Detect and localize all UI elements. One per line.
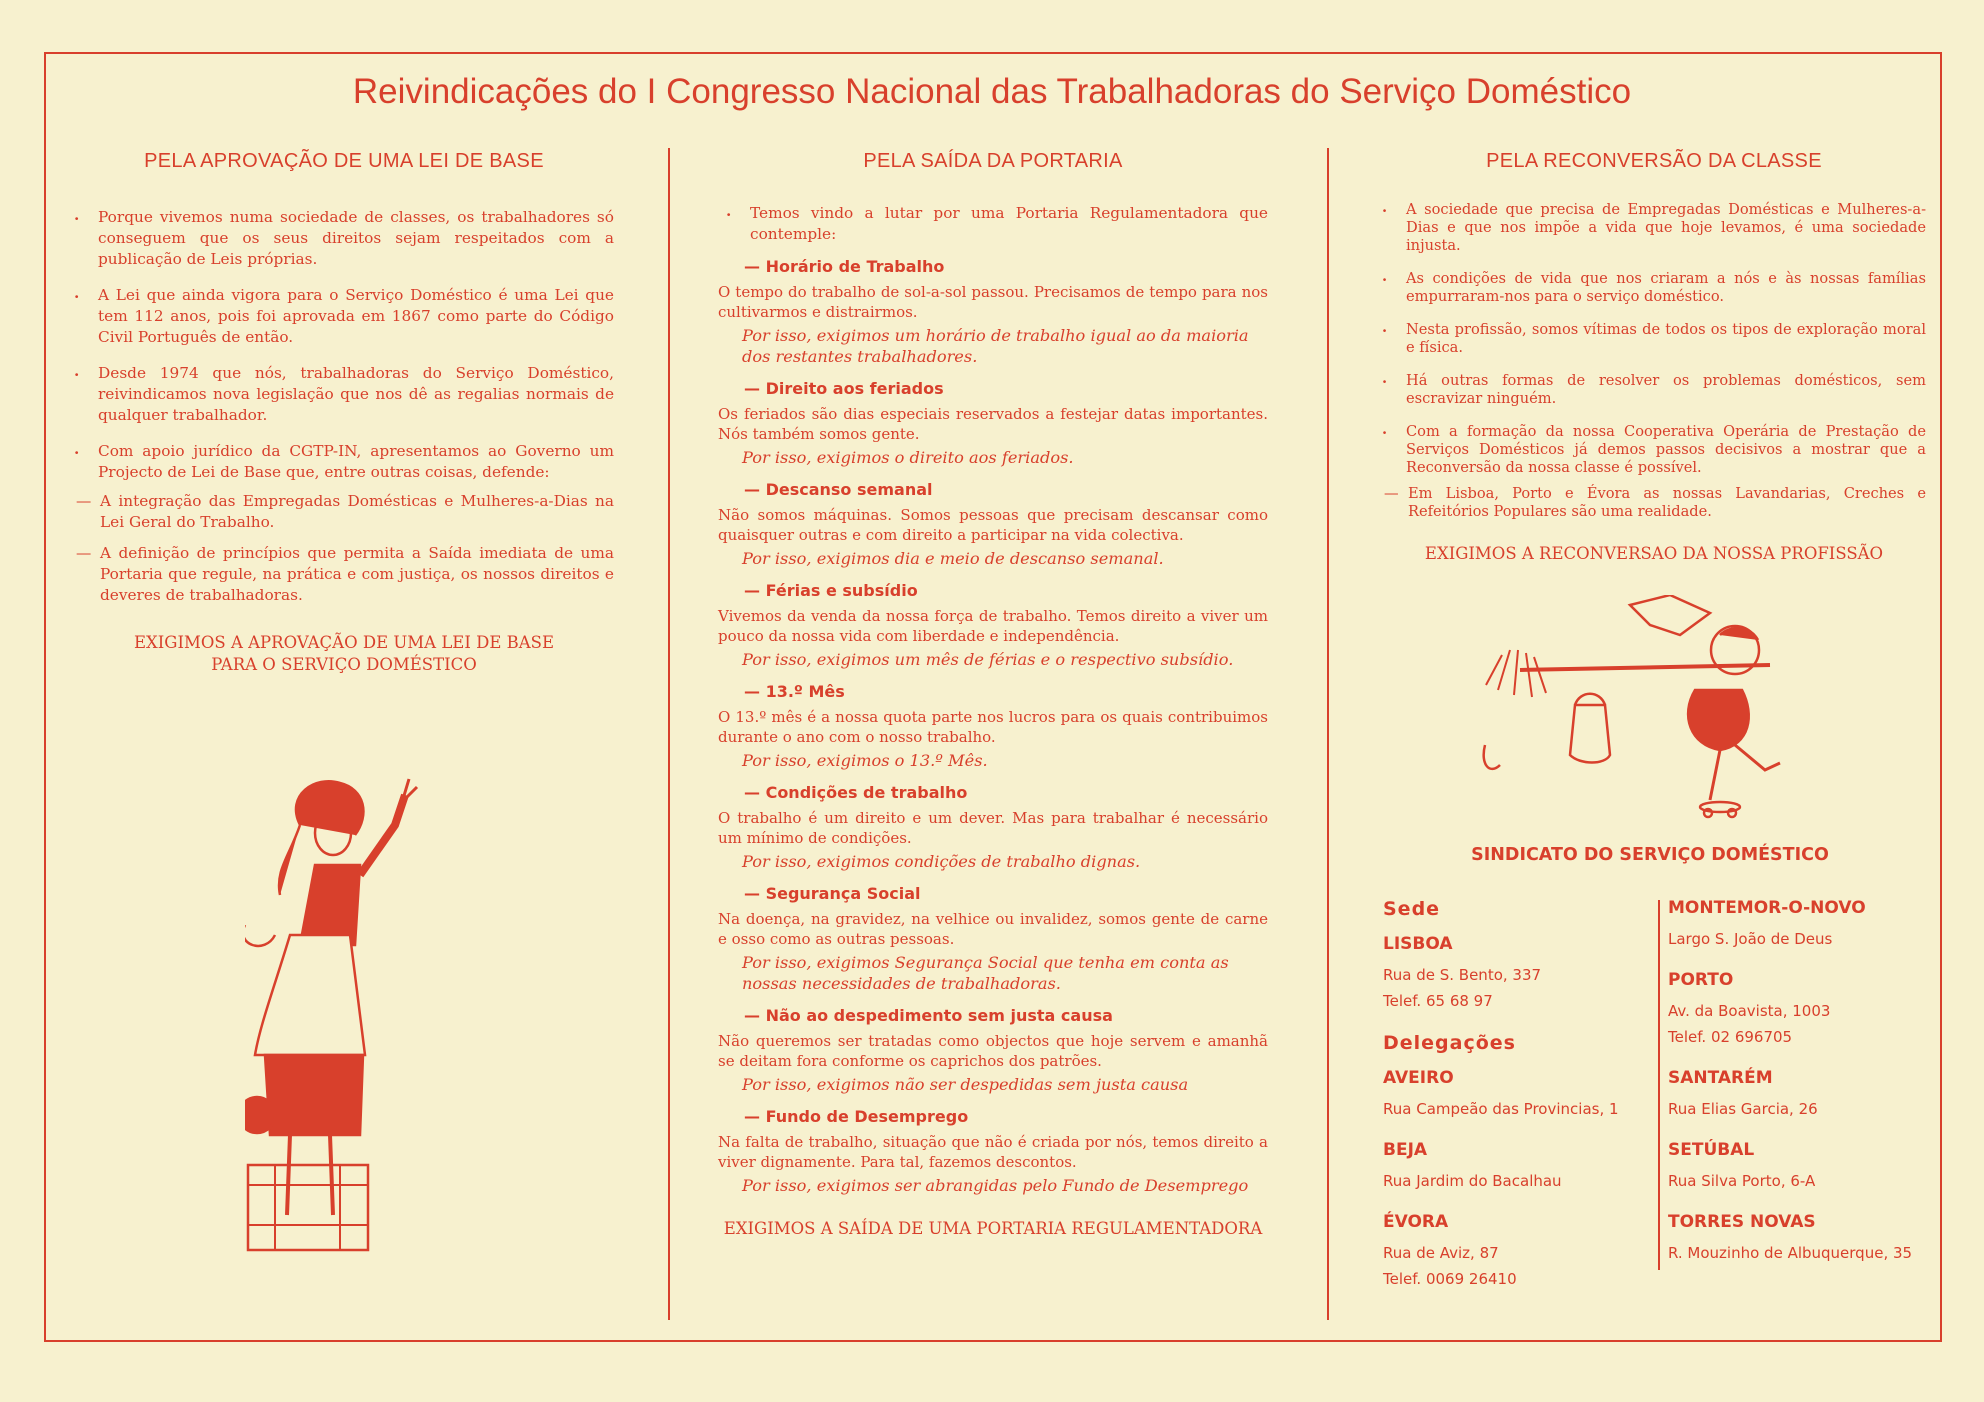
delegacao-city: TORRES NOVAS — [1668, 1212, 1816, 1232]
delegacao-city: SANTARÉM — [1668, 1068, 1773, 1088]
section-text: Os feriados são dias especiais reservados a festejar datas importantes. Nós também somos gente. — [718, 405, 1268, 443]
page-title: Reivindicações do I Congresso Nacional das Trabalhadoras do Serviço Doméstico — [352, 72, 1632, 111]
section-demand: Por isso, exigimos Segurança Social que tenha em conta as nossas necessidades de trabalhadoras. — [742, 953, 1229, 993]
section-title: — Horário de Trabalho — [744, 257, 945, 276]
delegacao-phone: Telef. 0069 26410 — [1383, 1270, 1517, 1288]
list-item: . A Lei que ainda vigora para o Serviço Doméstico é uma Lei que tem 112 anos, pois foi aprovada em 1867 como parte do Código Civil Português de então. — [74, 285, 614, 348]
delegacao-address: Rua Elias Garcia, 26 — [1668, 1100, 1818, 1118]
section-condicoes — [718, 783, 1268, 872]
list-item: . Com apoio jurídico da CGTP-IN, apresentamos ao Governo um Projecto de Lei de Base que, entre outras coisas, defende: — [74, 441, 614, 483]
list-item: . Há outras formas de resolver os problemas domésticos, sem escravizar ninguém. — [1382, 372, 1926, 408]
section-descanso — [718, 480, 1268, 569]
section-title: — Férias e subsídio — [744, 581, 918, 600]
sede-city: LISBOA — [1383, 934, 1453, 954]
delegacao-city: ÉVORA — [1383, 1212, 1449, 1232]
section-text: Na falta de trabalho, situação que não é criada por nós, temos direito a viver dignamente. Para tal, fazemos descontos. — [718, 1133, 1268, 1171]
middle-heading: PELA SAÍDA DA PORTARIA — [863, 150, 1123, 172]
list-item: . Porque vivemos numa sociedade de classes, os trabalhadores só conseguem que os seus direitos sejam respeitados com a publicação de Leis próprias. — [74, 207, 614, 270]
list-item: . Nesta profissão, somos vítimas de todos os tipos de exploração moral e física. — [1382, 321, 1926, 357]
delegacoes-label: Delegações — [1383, 1032, 1516, 1054]
list-item: . A sociedade que precisa de Empregadas Domésticas e Mulheres-a-Dias e que nos impõe a vida que hoje levamos, é uma sociedade injusta. — [1382, 201, 1926, 255]
section-title: — 13.º Mês — [744, 682, 845, 701]
union-left — [1383, 898, 1648, 1292]
column-divider-1 — [668, 148, 670, 1320]
section-text: Não queremos ser tratadas como objectos que hoje servem e amanhã se deitam fora conforme os caprichos dos patrões. — [718, 1032, 1268, 1070]
section-text: O trabalho é um direito e um dever. Mas para trabalhar é necessário um mínimo de condições. — [718, 809, 1268, 847]
right-demand: EXIGIMOS A RECONVERSAO DA NOSSA PROFISSÃO — [1424, 544, 1884, 563]
union-block — [1380, 845, 1920, 873]
list-item: . Com a formação da nossa Cooperativa Operária de Prestação de Serviços Domésticos já demos passos decisivos a mostrar que a Reconversão da nossa classe é possível. — [1382, 423, 1926, 477]
right-heading: PELA RECONVERSÃO DA CLASSE — [1486, 150, 1822, 172]
left-demand: EXIGIMOS A APROVAÇÃO DE UMA LEI DE BASE PARA O SERVIÇO DOMÉSTICO — [134, 633, 554, 674]
section-demand: Por isso, exigimos o 13.º Mês. — [742, 751, 988, 770]
section-13-mes — [718, 682, 1268, 771]
list-subitem: — Em Lisboa, Porto e Évora as nossas Lavandarias, Creches e Refeitórios Populares são uma realidade. — [1384, 485, 1926, 521]
union-title: SINDICATO DO SERVIÇO DOMÉSTICO — [1471, 845, 1829, 865]
section-feriados — [718, 379, 1268, 468]
sede-label: Sede — [1383, 898, 1441, 920]
section-title: — Fundo de Desemprego — [744, 1107, 969, 1126]
section-demand: Por isso, exigimos ser abrangidas pelo Fundo de Desemprego — [742, 1176, 1249, 1195]
delegacao-address: Rua Campeão das Provincias, 1 — [1383, 1100, 1619, 1118]
section-demand: Por isso, exigimos dia e meio de descanso semanal. — [742, 549, 1164, 568]
section-demand: Por isso, exigimos o direito aos feriados. — [742, 448, 1074, 467]
left-heading: PELA APROVAÇÃO DE UMA LEI DE BASE — [144, 150, 544, 172]
section-seguranca — [718, 884, 1268, 994]
section-text: O tempo do trabalho de sol-a-sol passou. Precisamos de tempo para nos cultivarmos e distrairmos. — [718, 283, 1268, 321]
delegacao-address: R. Mouzinho de Albuquerque, 35 — [1668, 1244, 1913, 1262]
section-text: Na doença, na gravidez, na velhice ou invalidez, somos gente de carne e osso como as outras pessoas. — [718, 910, 1268, 948]
section-demand: Por isso, exigimos condições de trabalho dignas. — [742, 852, 1141, 871]
section-title: — Direito aos feriados — [744, 379, 944, 398]
delegacao-address: Rua Jardim do Bacalhau — [1383, 1172, 1562, 1190]
section-despedimento — [718, 1006, 1268, 1095]
delegacao-city: SETÚBAL — [1668, 1140, 1755, 1160]
section-demand: Por isso, exigimos um mês de férias e o respectivo subsídio. — [742, 650, 1234, 669]
section-ferias — [718, 581, 1268, 670]
delegacao-city: BEJA — [1383, 1140, 1428, 1160]
section-text: O 13.º mês é a nossa quota parte nos lucros para os quais contribuimos durante o ano com o nosso trabalho. — [718, 708, 1268, 746]
union-right — [1668, 898, 1930, 1266]
delegacao-city: MONTEMOR-O-NOVO — [1668, 898, 1866, 918]
section-title: — Segurança Social — [744, 884, 921, 903]
left-bullets — [74, 207, 614, 606]
delegacao-address: Av. da Boavista, 1003 — [1668, 1002, 1831, 1020]
list-item: . As condições de vida que nos criaram a nós e às nossas famílias empurraram-nos para o serviço doméstico. — [1382, 270, 1926, 306]
middle-column — [718, 150, 1268, 1240]
section-horario — [718, 257, 1268, 367]
right-bullets — [1382, 201, 1926, 521]
delegacao-city: AVEIRO — [1383, 1068, 1454, 1088]
delegacao-address: Largo S. João de Deus — [1668, 930, 1833, 948]
list-subitem: — A integração das Empregadas Domésticas e Mulheres-a-Dias na Lei Geral do Trabalho. — [76, 491, 614, 533]
section-title: — Condições de trabalho — [744, 783, 968, 802]
section-text: Não somos máquinas. Somos pessoas que precisam descansar como quaisquer outras e com direito a participar na vida colectiva. — [718, 506, 1268, 544]
sede-address: Rua de S. Bento, 337 — [1383, 966, 1542, 984]
sede-phone: Telef. 65 68 97 — [1383, 992, 1493, 1010]
right-column — [1382, 150, 1926, 565]
middle-intro: . Temos vindo a lutar por uma Portaria Regulamentadora que contemple: — [726, 203, 1268, 245]
union-divider — [1658, 900, 1660, 1270]
girl-with-broom-illustration — [1480, 595, 1820, 820]
section-demand: Por isso, exigimos um horário de trabalho igual ao da maioria dos restantes trabalhadores. — [742, 326, 1249, 366]
delegacao-phone: Telef. 02 696705 — [1668, 1028, 1793, 1046]
list-item: . Desde 1974 que nós, trabalhadoras do Serviço Doméstico, reivindicamos nova legislação que nos dê as regalias normais de qualquer trabalhador. — [74, 363, 614, 426]
column-divider-2 — [1327, 148, 1329, 1320]
delegacao-city: PORTO — [1668, 970, 1734, 990]
left-column — [74, 150, 614, 676]
section-demand: Por isso, exigimos não ser despedidas sem justa causa — [742, 1075, 1189, 1094]
section-fundo — [718, 1107, 1268, 1196]
section-title: — Descanso semanal — [744, 480, 933, 499]
section-text: Vivemos da venda da nossa força de trabalho. Temos direito a viver um pouco da nossa vida com liberdade e independência. — [718, 607, 1268, 645]
singing-woman-illustration — [245, 755, 455, 1255]
section-title: — Não ao despedimento sem justa causa — [744, 1006, 1113, 1025]
list-subitem: — A definição de princípios que permita a Saída imediata de uma Portaria que regule, na prática e com justiça, os nossos direitos e deveres de trabalhadoras. — [76, 543, 614, 606]
middle-demand: EXIGIMOS A SAÍDA DE UMA PORTARIA REGULAMENTADORA — [723, 1219, 1263, 1238]
delegacao-address: Rua de Aviz, 87 — [1383, 1244, 1499, 1262]
delegacao-address: Rua Silva Porto, 6-A — [1668, 1172, 1816, 1190]
